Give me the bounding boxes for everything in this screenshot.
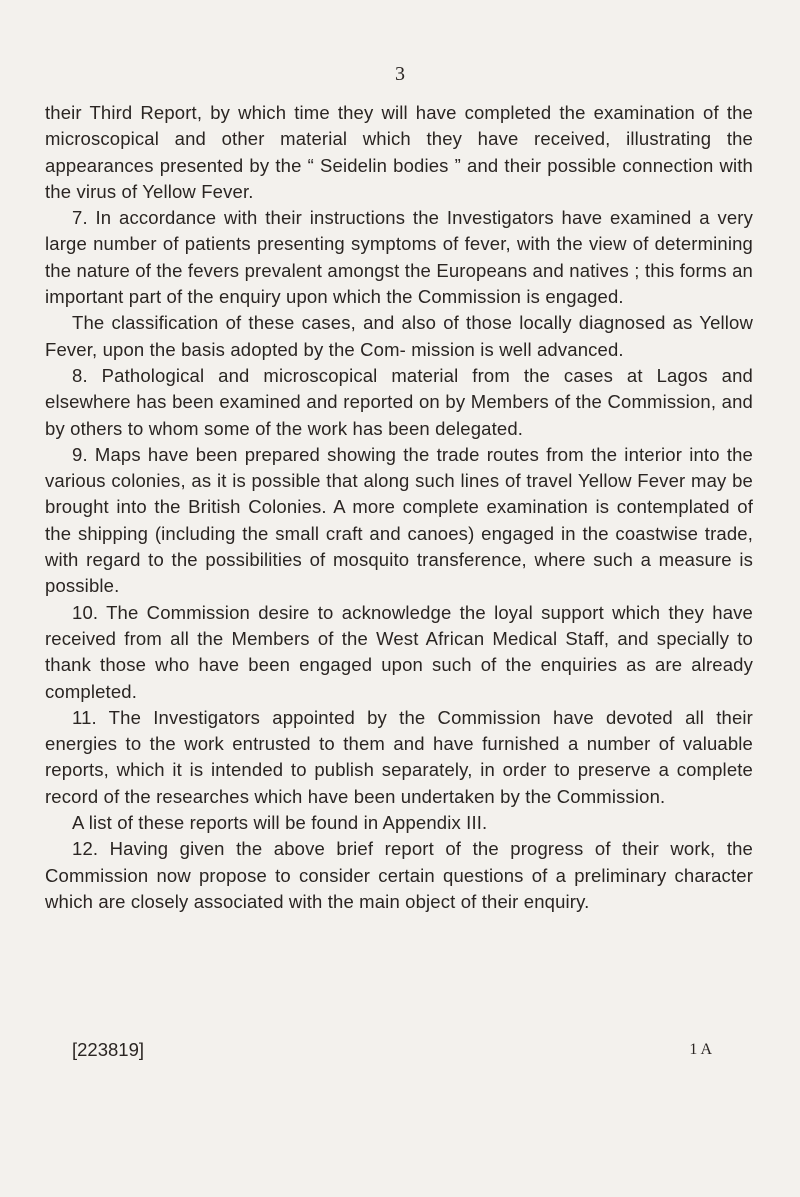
page-number: 3	[395, 63, 405, 85]
signature-mark: 1 A	[689, 1041, 712, 1058]
paragraph-10: 10. The Commission desire to acknowledge the loyal support which they have received from all the Members of the West African Medical Staff, and specially to thank those who have been engaged upon such of the enquiries as are already completed.	[45, 601, 753, 702]
paragraph-11: 11. The Investigators appointed by the Commission have devoted all their energies to the work entrusted to them and have furnished a number of valuable reports, which it is intended to publish separately, in order to preserve a complete record of the researches which have been undertaken by the Commission.	[45, 706, 753, 807]
paragraph-continuation: their Third Report, by which time they will have completed the examination of the microscopical and other material which they have received, illustrating the appearances presented by the “ Seidelin bodies ” and their possible connection with the virus of Yellow Fever.	[45, 102, 753, 202]
paragraph-9: 9. Maps have been prepared showing the trade routes from the interior into the various colonies, as it is possible that along such lines of travel Yellow Fever may be brought into the British Colonies. A more complete examination is contemplated of the shipping (including the small craft and canoes) engaged in the coastwise trade, with regard to the possibilities of mosquito transference, where such a measure is possible.	[45, 443, 753, 597]
paragraph-classification: The classification of these cases, and also of those locally diagnosed as Yellow Fever, upon the basis adopted by the Com- mission is well advanced.	[45, 312, 753, 360]
footer-line	[72, 1037, 712, 1063]
paragraph-appendix-note: A list of these reports will be found in Appendix III.	[72, 812, 488, 834]
body-text	[45, 100, 753, 915]
paragraph-8: 8. Pathological and microscopical material from the cases at Lagos and elsewhere has been examined and reported on by Members of the Commission, and by others to whom some of the work has been delegated.	[45, 364, 753, 439]
paragraph-12: 12. Having given the above brief report of the progress of their work, the Commission now propose to consider certain questions of a preliminary character which are closely associated with the main object of their enquiry.	[45, 838, 753, 912]
print-code: [223819]	[72, 1039, 145, 1060]
paragraph-7: 7. In accordance with their instructions the Investigators have examined a very large number of patients presenting symptoms of fever, with the view of determining the nature of the fevers prevalent amongst the Europeans and natives ; this forms an important part of the enquiry upon which the Commission is engaged.	[45, 207, 753, 308]
